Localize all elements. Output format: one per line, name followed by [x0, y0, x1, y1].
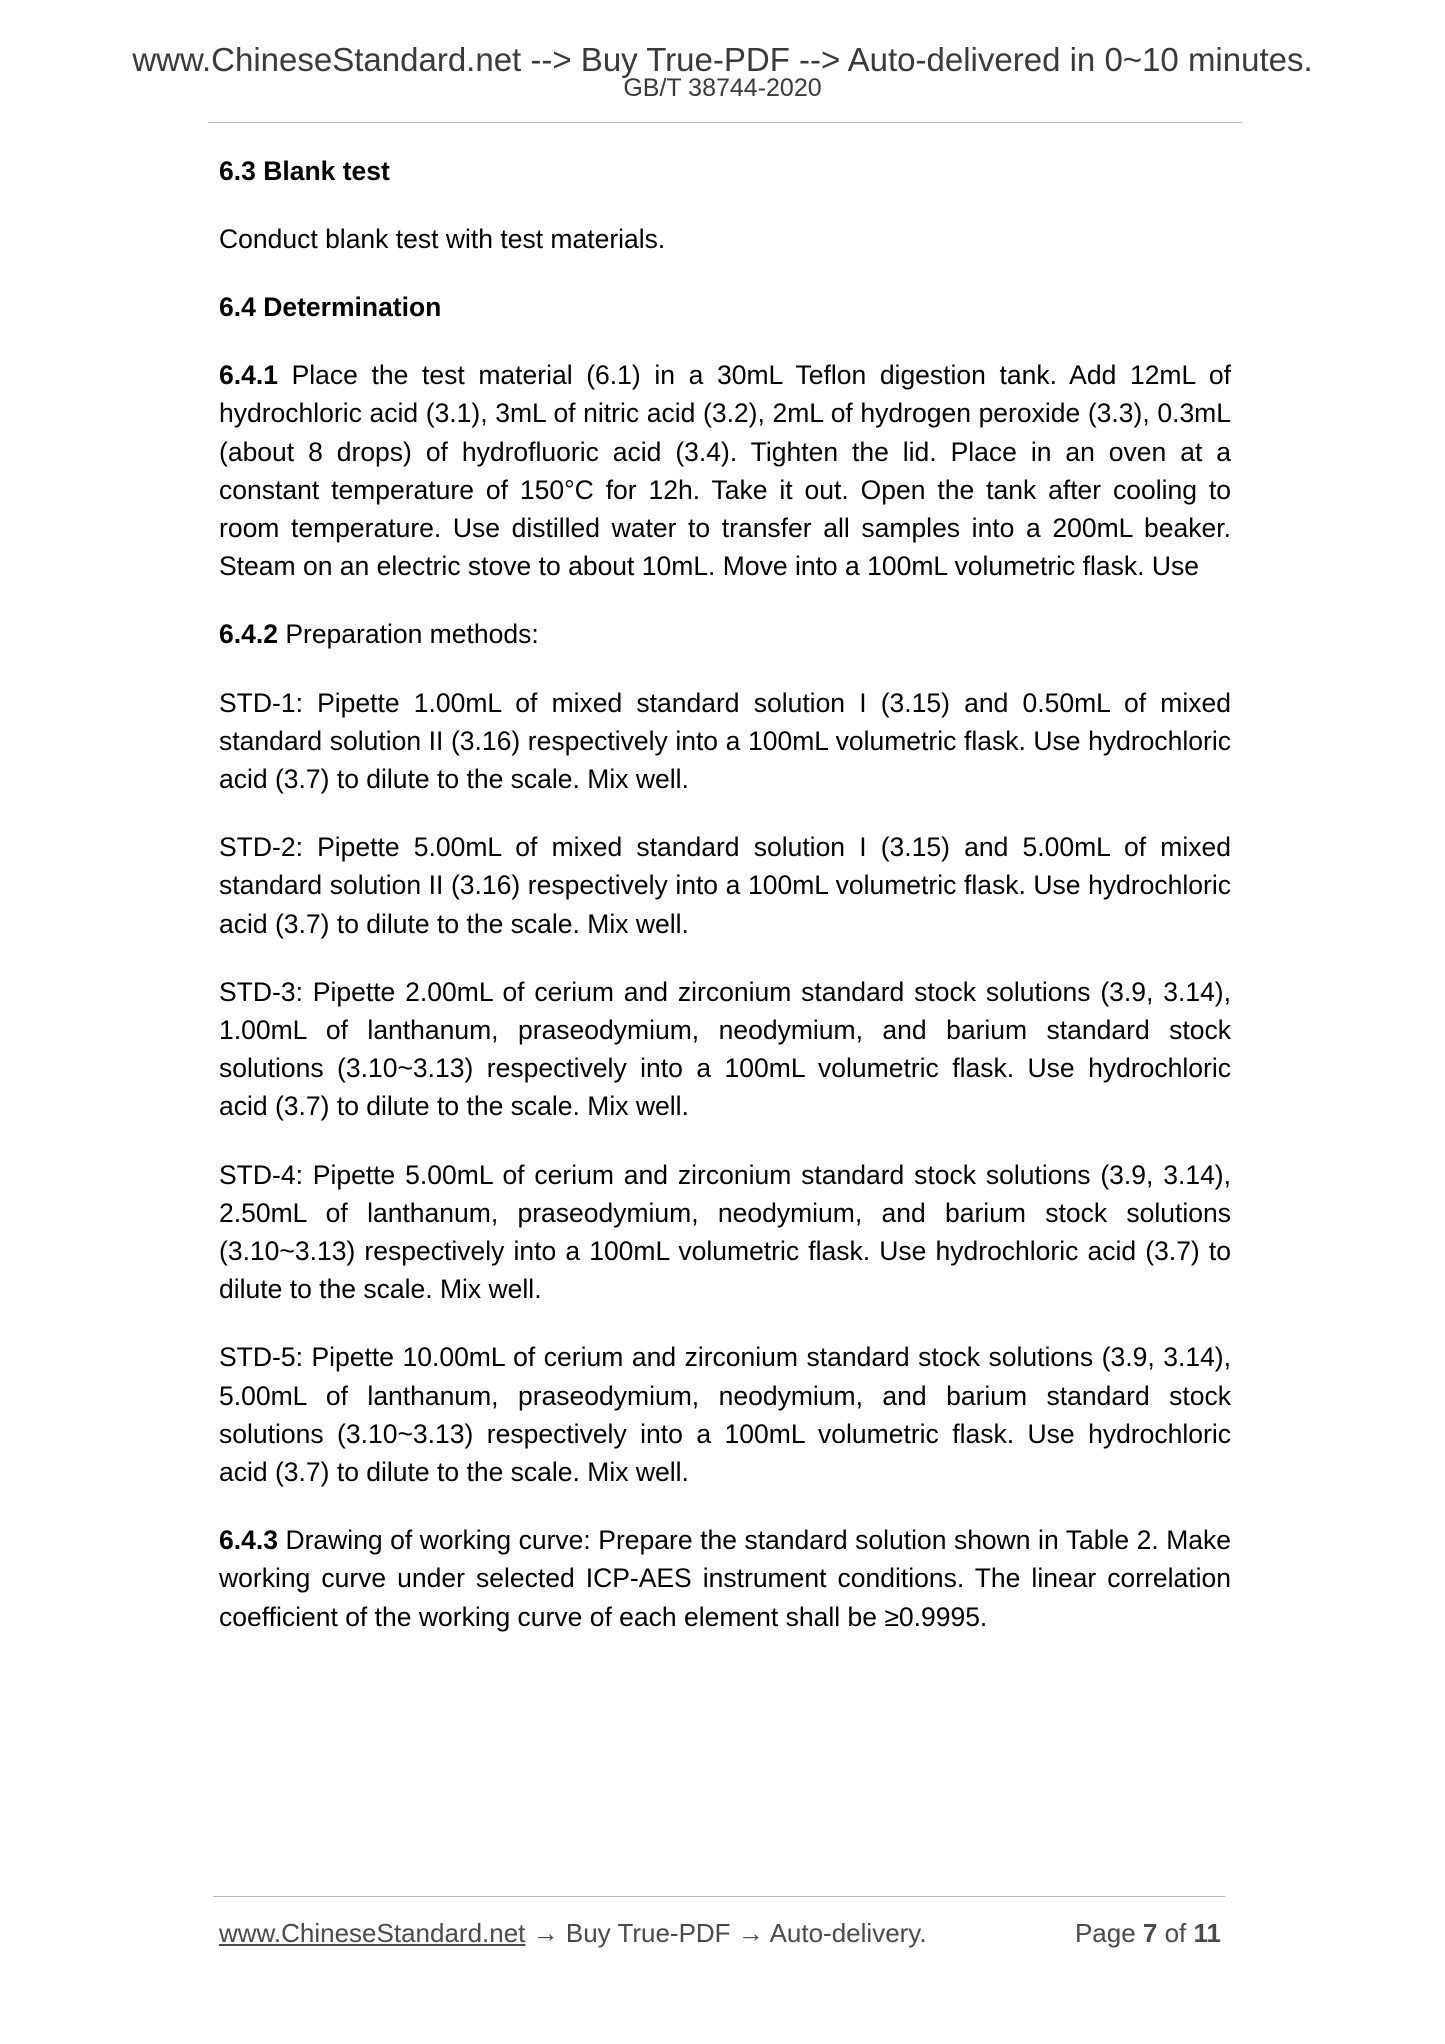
- section-6-3-title: 6.3 Blank test: [219, 156, 390, 186]
- page-indicator: [1075, 1917, 1221, 1949]
- section-6-4-3-paragraph: [219, 1521, 1231, 1636]
- footer-divider: [213, 1896, 1225, 1897]
- page-total: 11: [1193, 1918, 1221, 1948]
- section-6-4-1-number: 6.4.1: [219, 360, 278, 391]
- section-6-4-3-number: 6.4.3: [219, 1525, 278, 1556]
- std-3-paragraph: STD-3: Pipette 2.00mL of cerium and zirconium standard stock solutions (3.9, 3.14), 1.00mL of lanthanum, praseodymium, neodymium, and barium standard stock solutions (3.10~3.13) respectively into a 100mL volumetric flask. Use hydrochloric acid (3.7) to dilute to the scale. Mix well.: [219, 976, 1231, 1122]
- footer-site-link[interactable]: www.ChineseStandard.net: [219, 1918, 526, 1948]
- std-4-paragraph: STD-4: Pipette 5.00mL of cerium and zirconium standard stock solutions (3.9, 3.14), 2.50mL of lanthanum, praseodymium, neodymium, and barium stock solutions (3.10~3.13) respectively into a 100mL volumetric flask. Use hydrochloric acid (3.7) to dilute to the scale. Mix well.: [219, 1159, 1231, 1305]
- section-6-4-2-number: 6.4.2: [219, 619, 278, 650]
- std-2-paragraph: STD-2: Pipette 5.00mL of mixed standard solution I (3.15) and 5.00mL of mixed standard solution II (3.16) respectively into a 100mL volumetric flask. Use hydrochloric acid (3.7) to dilute to the scale. Mix well.: [219, 832, 1231, 939]
- std-1-paragraph: STD-1: Pipette 1.00mL of mixed standard solution I (3.15) and 0.50mL of mixed standard solution II (3.16) respectively into a 100mL volumetric flask. Use hydrochloric acid (3.7) to dilute to the scale. Mix well.: [219, 687, 1231, 795]
- standard-code: GB/T 38744-2020: [623, 74, 822, 102]
- section-6-4-1-text: Place the test material (6.1) in a 30mL Teflon digestion tank. Add 12mL of hydrochloric acid (3.1), 3mL of nitric acid (3.2), 2mL of hydrogen peroxide (3.3), 0.3mL (about 8 drops) of hydrofluoric acid (3.4). Tighten the lid. Place in an oven at a constant temperature of 150°C for 12h. Take it out. Open the tank after cooling to room temperature. Use distilled water to transfer all samples into a 200mL beaker. Steam on an electric stove to about 10mL. Move into a 100mL volumetric flask. Use: [219, 360, 1231, 582]
- page-label: Page: [1074, 1918, 1143, 1948]
- std-5-paragraph: STD-5: Pipette 10.00mL of cerium and zirconium standard stock solutions (3.9, 3.14), 5.00mL of lanthanum, praseodymium, neodymium, and barium standard stock solutions (3.10~3.13) respectively into a 100mL volumetric flask. Use hydrochloric acid (3.7) to dilute to the scale. Mix well.: [219, 1342, 1231, 1488]
- section-6-4-2-text: Preparation methods:: [277, 619, 539, 650]
- footer-promo: [219, 1917, 927, 1949]
- section-6-4-1-paragraph: [219, 356, 1231, 585]
- page-current: 7: [1142, 1918, 1158, 1948]
- section-6-3-text: Conduct blank test with test materials.: [219, 224, 666, 254]
- header-divider: [208, 122, 1242, 123]
- top-banner: www.ChineseStandard.net --> Buy True-PDF --> Auto-delivered in 0~10 minutes.: [132, 41, 1313, 78]
- section-6-4-title: 6.4 Determination: [219, 292, 442, 323]
- page-of-label: of: [1157, 1918, 1194, 1948]
- section-6-4-3-text: Drawing of working curve: Prepare the standard solution shown in Table 2. Make working curve under selected ICP-AES instrument conditions. The linear correlation coefficient of the working curve of each element shall be ≥0.9995.: [219, 1525, 1231, 1632]
- document-body: [219, 152, 1231, 1666]
- footer-promo-text: → Buy True-PDF → Auto-delivery.: [525, 1918, 927, 1948]
- section-6-4-2-paragraph: [219, 615, 1231, 653]
